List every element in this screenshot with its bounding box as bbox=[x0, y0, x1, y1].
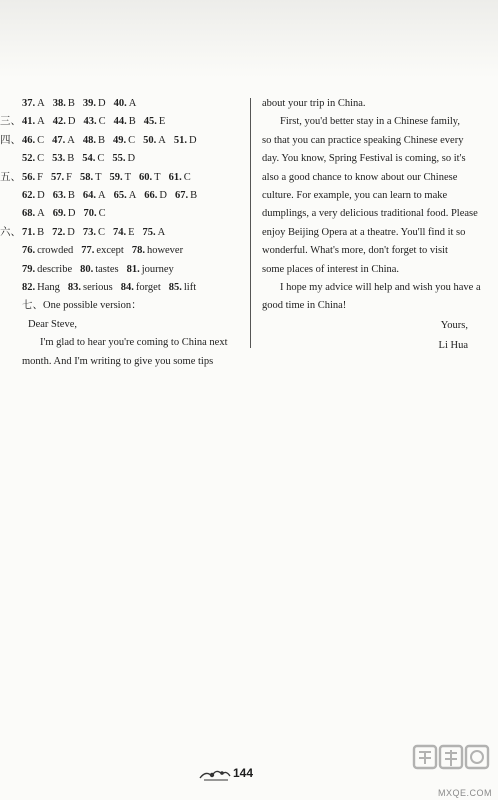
answer-value: A bbox=[128, 98, 137, 109]
answer-item bbox=[169, 169, 191, 187]
answer-value: B bbox=[67, 189, 75, 201]
question-number: 84. bbox=[120, 281, 134, 293]
answer-value: C bbox=[37, 153, 45, 165]
answer-item bbox=[22, 224, 44, 242]
answer-item bbox=[83, 132, 105, 150]
letter-line: day. You know, Spring Festival is coming, so it's bbox=[262, 153, 466, 165]
answer-value: C bbox=[97, 226, 105, 238]
answer-item bbox=[143, 132, 166, 150]
question-number: 56. bbox=[22, 171, 36, 183]
question-number: 41. bbox=[22, 116, 36, 128]
answer-row bbox=[22, 95, 244, 113]
answer-value: D bbox=[67, 116, 76, 128]
answer-item bbox=[144, 187, 167, 205]
answer-value: D bbox=[67, 226, 75, 238]
answer-item bbox=[80, 169, 102, 187]
question-number: 85. bbox=[168, 281, 182, 293]
letter-line: month. And I'm writing to give you some tips bbox=[22, 355, 214, 367]
answer-item bbox=[52, 150, 74, 168]
answer-value: A bbox=[157, 226, 166, 238]
question-number: 58. bbox=[79, 171, 94, 183]
answer-value: A bbox=[37, 208, 45, 220]
letter-line: about your trip in China. bbox=[262, 98, 366, 109]
question-number: 63. bbox=[52, 189, 66, 201]
answer-value: D bbox=[159, 189, 168, 201]
question-number: 48. bbox=[82, 134, 96, 146]
question-number: 52. bbox=[22, 153, 36, 165]
answer-value: tastes bbox=[95, 263, 119, 275]
answer-item bbox=[22, 95, 45, 113]
answer-value: B bbox=[128, 116, 136, 128]
question-number: 55. bbox=[112, 153, 126, 165]
answer-item bbox=[22, 150, 44, 168]
answer-item bbox=[52, 224, 75, 242]
answer-value: D bbox=[67, 208, 76, 220]
answer-item bbox=[22, 279, 60, 297]
letter-signature: Li Hua bbox=[438, 340, 468, 351]
watermark-text: MXQE.COM bbox=[437, 788, 492, 798]
answer-item bbox=[22, 205, 45, 223]
question-number: 71. bbox=[22, 226, 36, 238]
answer-row bbox=[22, 279, 244, 297]
answer-value: forget bbox=[135, 281, 161, 293]
answer-item bbox=[127, 261, 174, 279]
answer-item bbox=[175, 187, 197, 205]
answer-list bbox=[0, 95, 244, 297]
question-number: 80. bbox=[80, 263, 94, 275]
flower-ornament-icon bbox=[198, 764, 232, 784]
question-number: 38. bbox=[52, 98, 66, 109]
question-number: 70. bbox=[83, 208, 97, 220]
letter-line: I hope my advice will help and wish you have a bbox=[280, 282, 481, 294]
question-number: 61. bbox=[168, 171, 182, 183]
answer-item bbox=[51, 169, 72, 187]
answer-item bbox=[53, 205, 76, 223]
question-number: 47. bbox=[52, 134, 66, 146]
letter-line: also a good chance to know about our Chinese bbox=[262, 171, 458, 183]
question-number: 40. bbox=[113, 98, 127, 109]
answer-value: A bbox=[37, 116, 45, 128]
question-number: 81. bbox=[126, 263, 140, 275]
answer-item bbox=[83, 95, 106, 113]
answer-row bbox=[22, 150, 244, 168]
answer-value: however bbox=[146, 245, 184, 257]
answer-item bbox=[53, 113, 76, 131]
right-column bbox=[262, 95, 490, 316]
answer-item bbox=[52, 132, 75, 150]
answer-row bbox=[0, 113, 244, 131]
answer-value: C bbox=[98, 116, 106, 128]
question-number: 64. bbox=[82, 189, 96, 201]
answer-item bbox=[83, 187, 106, 205]
question-number: 53. bbox=[52, 153, 66, 165]
answer-value: A bbox=[158, 134, 166, 146]
answer-value: C bbox=[97, 153, 105, 165]
answer-value: except bbox=[96, 245, 124, 257]
answer-item bbox=[22, 242, 73, 260]
answer-item bbox=[68, 279, 113, 297]
answer-value: T bbox=[95, 171, 102, 183]
answer-value: D bbox=[97, 98, 106, 109]
question-number: 79. bbox=[22, 263, 36, 275]
answer-value: C bbox=[183, 171, 191, 183]
answer-row bbox=[22, 187, 244, 205]
question-number: 72. bbox=[52, 226, 66, 238]
question-number: 54. bbox=[82, 153, 96, 165]
answer-value: B bbox=[37, 226, 45, 238]
letter-line: some places of interest in China. bbox=[262, 263, 400, 275]
question-number: 51. bbox=[173, 134, 187, 146]
question-number: 76. bbox=[22, 245, 36, 257]
answer-row bbox=[0, 224, 244, 242]
answer-item bbox=[81, 242, 124, 260]
letter-line: First, you'd better stay in a Chinese family, bbox=[280, 116, 460, 128]
answer-value: Hang bbox=[37, 281, 60, 293]
letter-line: so that you can practice speaking Chinese every bbox=[262, 134, 464, 146]
answer-item bbox=[22, 261, 72, 279]
writing-heading: 七、One possible version： bbox=[22, 300, 142, 312]
writing-section-left bbox=[22, 297, 244, 371]
answer-value: B bbox=[97, 134, 105, 146]
question-number: 37. bbox=[22, 98, 36, 109]
answer-value: F bbox=[37, 171, 43, 183]
answer-value: B bbox=[190, 189, 198, 201]
letter-line: I'm glad to hear you're coming to China next bbox=[40, 337, 228, 349]
answer-item bbox=[114, 113, 136, 131]
answer-item bbox=[53, 95, 75, 113]
answer-value: A bbox=[37, 98, 45, 109]
answer-row bbox=[22, 242, 244, 260]
question-number: 60. bbox=[139, 171, 153, 183]
question-number: 59. bbox=[109, 171, 123, 183]
answer-value: C bbox=[37, 134, 45, 146]
question-number: 82. bbox=[22, 281, 36, 293]
question-number: 69. bbox=[52, 208, 66, 220]
answer-item bbox=[132, 242, 183, 260]
question-number: 45. bbox=[143, 116, 157, 128]
question-number: 42. bbox=[52, 116, 66, 128]
letter-line: culture. For example, you can learn to make bbox=[262, 190, 448, 202]
answer-item bbox=[114, 95, 137, 113]
answer-item bbox=[22, 113, 45, 131]
question-number: 39. bbox=[82, 98, 96, 109]
section-marker: 五、 bbox=[0, 171, 21, 183]
answer-item bbox=[82, 150, 104, 168]
answer-item bbox=[139, 169, 161, 187]
answer-item bbox=[121, 279, 161, 297]
question-number: 68. bbox=[22, 208, 36, 220]
answer-value: A bbox=[67, 134, 75, 146]
answer-value: crowded bbox=[37, 245, 74, 257]
answer-value: serious bbox=[83, 281, 113, 293]
answer-value: E bbox=[128, 226, 135, 238]
question-number: 43. bbox=[83, 116, 97, 128]
answer-row bbox=[0, 169, 244, 187]
answer-value: D bbox=[188, 134, 197, 146]
question-number: 50. bbox=[143, 134, 157, 146]
question-number: 83. bbox=[67, 281, 81, 293]
section-marker: 六、 bbox=[0, 226, 21, 238]
answer-value: lift bbox=[183, 281, 197, 293]
answer-item bbox=[80, 261, 118, 279]
answer-item bbox=[109, 169, 131, 187]
question-number: 57. bbox=[50, 171, 65, 183]
question-number: 74. bbox=[113, 226, 127, 238]
answer-item bbox=[53, 187, 75, 205]
answer-item bbox=[174, 132, 197, 150]
letter-greeting: Dear Steve, bbox=[28, 318, 77, 330]
answer-value: D bbox=[37, 189, 45, 201]
page-number: 144 bbox=[233, 766, 254, 780]
answer-value: C bbox=[128, 134, 136, 146]
answer-item bbox=[83, 224, 105, 242]
question-number: 77. bbox=[81, 245, 95, 257]
letter-line: wonderful. What's more, don't forget to visit bbox=[262, 245, 448, 257]
question-number: 66. bbox=[144, 189, 158, 201]
letter-closing: Yours, bbox=[440, 320, 468, 331]
answer-value: T bbox=[124, 171, 132, 183]
answer-value: C bbox=[98, 208, 106, 220]
question-number: 49. bbox=[113, 134, 127, 146]
answer-value: F bbox=[66, 171, 72, 183]
answer-item bbox=[169, 279, 196, 297]
answer-item bbox=[113, 224, 135, 242]
section-marker: 三、 bbox=[0, 116, 21, 128]
answer-row bbox=[0, 132, 244, 150]
question-number: 62. bbox=[22, 189, 36, 201]
answer-row bbox=[22, 261, 244, 279]
answer-item bbox=[22, 169, 43, 187]
answer-value: B bbox=[67, 98, 75, 109]
column-divider bbox=[250, 98, 251, 348]
letter-line: good time in China! bbox=[262, 300, 347, 312]
question-number: 75. bbox=[142, 226, 156, 238]
left-column bbox=[0, 95, 244, 371]
answer-item bbox=[83, 205, 105, 223]
answer-value: A bbox=[97, 189, 106, 201]
answer-row bbox=[22, 205, 244, 223]
answer-item bbox=[113, 132, 135, 150]
answer-value: D bbox=[127, 153, 136, 165]
answer-item bbox=[143, 224, 166, 242]
question-number: 73. bbox=[82, 226, 96, 238]
letter-line: dumplings, a very delicious traditional food. Please bbox=[262, 208, 478, 220]
answer-value: A bbox=[128, 189, 137, 201]
answer-item bbox=[114, 187, 137, 205]
answer-value: T bbox=[154, 171, 161, 183]
answer-value: describe bbox=[37, 263, 73, 275]
answer-value: E bbox=[158, 116, 166, 128]
answer-item bbox=[112, 150, 135, 168]
question-number: 67. bbox=[175, 189, 189, 201]
question-number: 46. bbox=[22, 134, 36, 146]
question-number: 44. bbox=[113, 116, 127, 128]
letter-line: enjoy Beijing Opera at a theatre. You'll find it so bbox=[262, 226, 466, 238]
answer-item bbox=[144, 113, 166, 131]
question-number: 78. bbox=[131, 245, 145, 257]
answer-value: journey bbox=[141, 263, 174, 275]
answer-item bbox=[83, 113, 105, 131]
question-number: 65. bbox=[113, 189, 127, 201]
section-marker: 四、 bbox=[0, 134, 21, 146]
letter-body bbox=[262, 95, 490, 316]
answer-item bbox=[22, 132, 44, 150]
answer-item bbox=[22, 187, 45, 205]
answer-value: B bbox=[67, 153, 75, 165]
